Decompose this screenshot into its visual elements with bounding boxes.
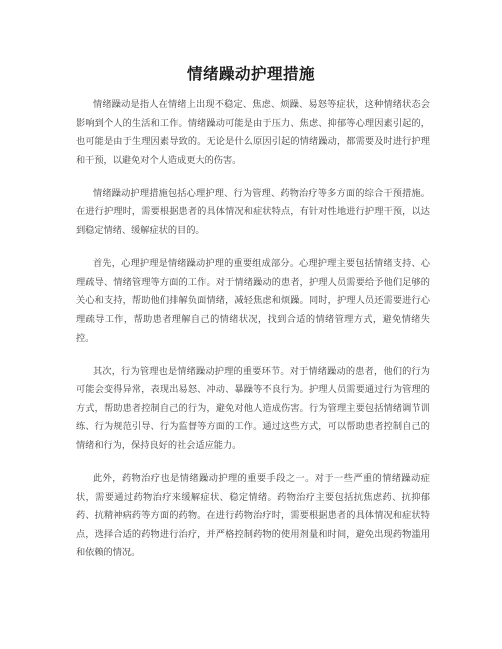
paragraph-3: 首先，心理护理是情绪躁动护理的重要组成部分。心理护理主要包括情绪支持、心理疏导、情绪管理等方面的工作。对于情绪躁动的患者，护理人员需要给予他们足够的关心和支持，帮助他们排解负面情绪，减轻焦虑和烦躁。同时，护理人员还需要进行心理疏导工作，帮助患者理解自己的情绪状况，找到合适的情绪管理方式，避免情绪失控。	[76, 258, 430, 344]
paragraph-2: 情绪躁动护理措施包括心理护理、行为管理、药物治疗等多方面的综合干预措施。在进行护理时，需要根据患者的具体情况和症状特点，有针对性地进行护理干预，以达到稳定情绪、缓解症状的目的。	[76, 187, 430, 237]
document-title: 情绪躁动护理措施	[186, 65, 315, 83]
paragraph-1: 情绪躁动是指人在情绪上出现不稳定、焦虑、烦躁、易怒等症状，这种情绪状态会影响到个人的生活和工作。情绪躁动可能是由于压力、焦虑、抑郁等心理因素引起的，也可能是由于生理因素导致的。无论是什么原因引起的情绪躁动，都需要及时进行护理和干预，以避免对个人造成更大的伤害。	[76, 99, 430, 166]
paragraph-4: 其次，行为管理也是情绪躁动护理的重要环节。对于情绪躁动的患者，他们的行为可能会变得异常，表现出易怒、冲动、暴躁等不良行为。护理人员需要通过行为管理的方式，帮助患者控制自己的行为，避免对他人造成伤害。行为管理主要包括情绪调节训练、行为规范引导、行为监督等方面的工作。通过这些方式，可以帮助患者控制自己的情绪和行为，保持良好的社会适应能力。	[76, 365, 430, 451]
paragraph-5: 此外，药物治疗也是情绪躁动护理的重要手段之一。对于一些严重的情绪躁动症状，需要通过药物治疗来缓解症状、稳定情绪。药物治疗主要包括抗焦虑药、抗抑郁药、抗精神病药等方面的药物。在进行药物治疗时，需要根据患者的具体情况和症状特点，选择合适的药物进行治疗，并严格控制药物的使用剂量和时间，避免出现药物滥用和依赖的情况。	[76, 473, 430, 559]
document-body	[76, 96, 430, 578]
